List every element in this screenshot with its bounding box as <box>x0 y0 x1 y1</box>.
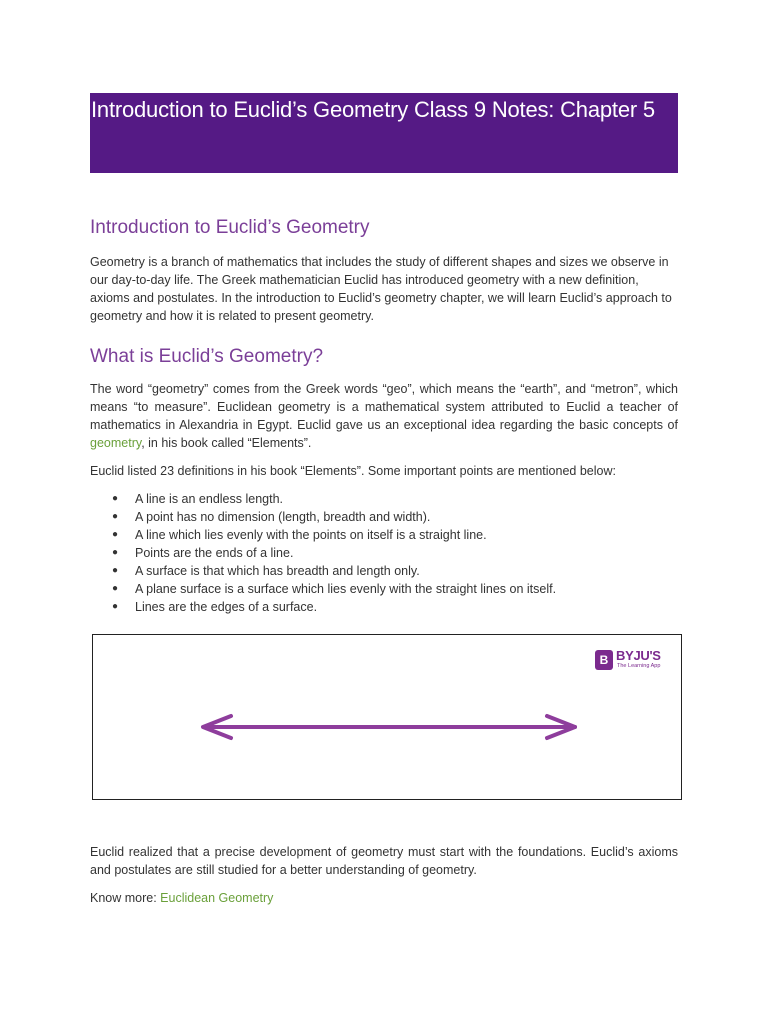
list-item <box>90 526 678 544</box>
line-figure <box>92 634 682 800</box>
what-is-text-before-link: The word “geometry” comes from the Greek words “geo”, which means the “earth”, and “metron”, which means “to measure”. Euclidean geometry is a mathematical system attributed to Euclid a teacher of mathematics in Alexandria in Egypt. Euclid gave us an exceptional idea regarding the basic concepts of <box>90 382 678 432</box>
bullet-icon: ● <box>112 565 119 576</box>
know-more-label: Know more: <box>90 891 161 905</box>
list-item-text: A point has no dimension (length, breadth and width). <box>135 510 431 524</box>
bullet-icon: ● <box>112 601 119 612</box>
bullet-icon: ● <box>112 547 119 558</box>
definitions-list <box>90 490 678 616</box>
conclusion-paragraph: Euclid realized that a precise development of geometry must start with the foundations. Euclid’s axioms and postulates are still studied for a better understanding of geometry. <box>90 845 678 877</box>
geometry-link[interactable]: geometry <box>90 436 142 450</box>
what-is-heading: What is Euclid’s Geometry? <box>90 346 324 367</box>
what-is-text-after-link: , in his book called “Elements”. <box>141 436 312 450</box>
list-item <box>90 508 678 526</box>
list-item <box>90 580 678 598</box>
list-item-text: A surface is that which has breadth and length only. <box>135 564 420 578</box>
know-more-line <box>90 889 678 907</box>
list-item-text: Points are the ends of a line. <box>135 546 294 560</box>
bullet-icon: ● <box>112 493 119 504</box>
what-is-paragraph <box>90 380 678 452</box>
byjus-logo-name: BYJU'S <box>616 648 661 663</box>
list-item-text: A plane surface is a surface which lies evenly with the straight lines on itself. <box>135 582 557 596</box>
euclidean-geometry-link[interactable]: Euclidean Geometry <box>160 891 274 905</box>
list-item <box>90 544 678 562</box>
list-item <box>90 598 678 616</box>
title-banner <box>90 93 678 173</box>
bullet-icon: ● <box>112 511 119 522</box>
bullet-icon: ● <box>112 529 119 540</box>
byjus-logo-tagline: The Learning App <box>617 663 661 669</box>
list-item <box>90 562 678 580</box>
list-item <box>90 490 678 508</box>
bullet-icon: ● <box>112 583 119 594</box>
intro-paragraph: Geometry is a branch of mathematics that includes the study of different shapes and sizes we observe in our day-to-day life. The Greek mathematician Euclid has introduced geometry with a new definition, axioms and postulates. In the introduction to Euclid’s geometry chapter, we will learn Euclid’s approach to geometry and how it is related to present geometry. <box>90 255 672 323</box>
intro-heading: Introduction to Euclid’s Geometry <box>90 217 370 238</box>
list-item-text: A line is an endless length. <box>135 492 284 506</box>
endless-line-diagram <box>93 635 681 799</box>
byjus-logo-mark: B <box>595 650 613 670</box>
definitions-intro: Euclid listed 23 definitions in his book “Elements”. Some important points are mentioned below: <box>90 464 616 478</box>
page-title: Introduction to Euclid’s Geometry Class 9 Notes: Chapter 5 <box>91 97 655 122</box>
list-item-text: Lines are the edges of a surface. <box>135 600 318 614</box>
list-item-text: A line which lies evenly with the points on itself is a straight line. <box>135 528 487 542</box>
